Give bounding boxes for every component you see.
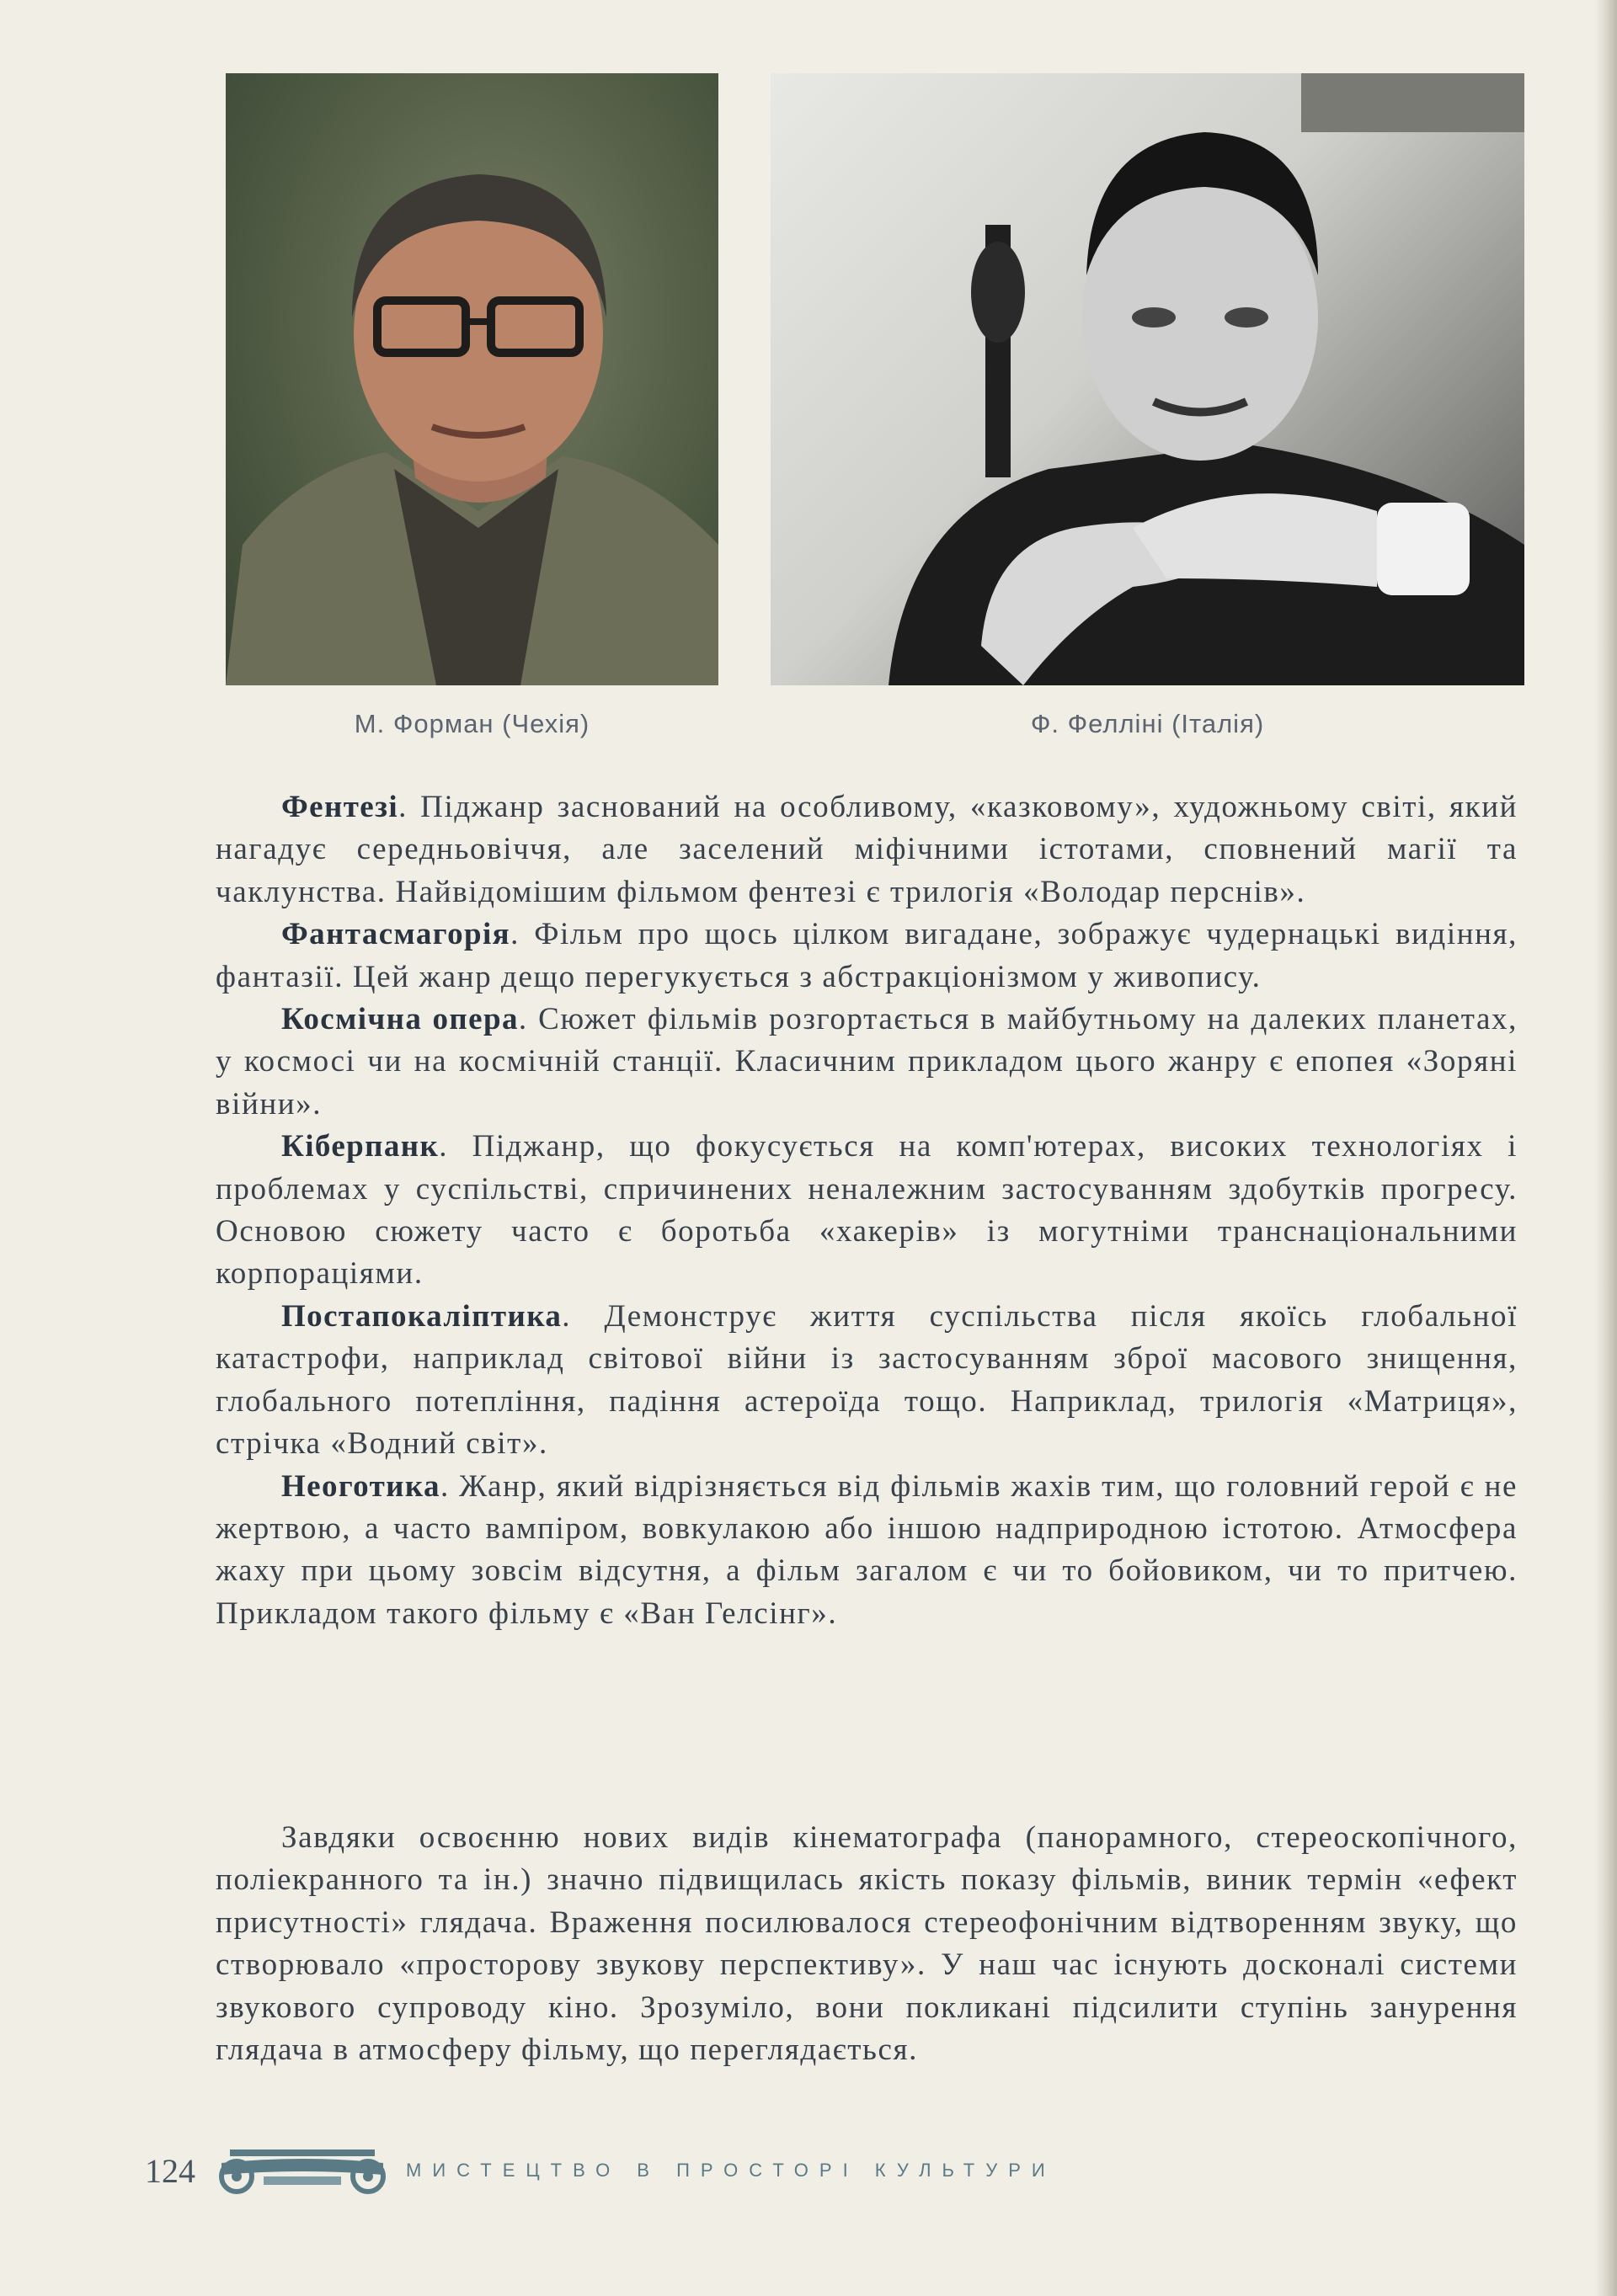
genre-paragraph-post-apocalyptic <box>216 1296 1518 1466</box>
ionic-capital-ornament-icon <box>213 2144 392 2195</box>
genre-description: . Піджанр заснований на особливому, «казковому», художньому світі, який нагадує середньовіччя, але заселений міфічними істотами, сповнений магії та чаклунства. Найвідомішим фільмом фентезі є трилогія «Володар перснів». <box>216 790 1518 909</box>
page-number: 124 <box>145 2152 195 2190</box>
genre-term: Фентезі <box>281 790 399 824</box>
genre-paragraph-neo-gothic <box>216 1466 1518 1636</box>
forman-portrait-photo <box>226 73 718 685</box>
closing-section <box>216 1817 1518 2071</box>
genre-term: Фантасмагорія <box>281 917 511 952</box>
genre-paragraph-fantasy <box>216 786 1518 914</box>
genre-term: Кіберпанк <box>281 1129 440 1164</box>
genre-description: . Сюжет фільмів розгортається в майбутньому на далеких планетах, у космосі чи на космічній станції. Класичним прикладом цього жанру є епопея «Зоряні війни». <box>216 1002 1518 1121</box>
forman-portrait-illustration <box>226 73 718 685</box>
series-title: МИСТЕЦТВО В ПРОСТОРІ КУЛЬТУРИ <box>406 2160 1056 2181</box>
forman-photo-caption: М. Форман (Чехія) <box>354 709 590 738</box>
book-spine-shadow <box>1595 0 1617 2296</box>
closing-paragraph: Завдяки освоєнню нових видів кінематографа (панорамного, стереоскопічного, поліекранного та ін.) значно підвищилась якість показу фільмів, виник термін «ефект присутності» глядача. Враження посилювалося стереофонічним відтворенням звуку, що створювало «просторову звукову перспективу». У наш час існують досконалі системи звукового супроводу кіно. Зрозуміло, вони покликані підсилити ступінь занурення глядача в атмосферу фільму, що переглядається. <box>216 1820 1518 2068</box>
genre-paragraph-cyberpunk <box>216 1126 1518 1296</box>
fellini-portrait-photo <box>771 73 1524 685</box>
genre-description: . Жанр, який відрізняється від фільмів жахів тим, що головний герой є не жертвою, а часто вампіром, вовкулакою або іншою надприродною істотою. Атмосфера жаху при цьому зовсім відсутня, а фільм загалом є чи то бойовиком, чи то притчею. Прикладом такого фільму є «Ван Гелсінг». <box>216 1468 1518 1631</box>
genre-description: . Демонструє життя суспільства після якоїсь глобальної катастрофи, наприклад світової війни із застосуванням зброї масового знищення, глобального потепління, падіння астероїда тощо. Наприклад, трилогія «Матриця», стрічка «Водний світ». <box>216 1298 1518 1462</box>
genre-term: Постапокаліптика <box>281 1298 563 1334</box>
genre-paragraph-space-opera <box>216 999 1518 1126</box>
fellini-photo-caption: Ф. Фелліні (Італія) <box>1030 709 1265 738</box>
genre-term: Неоготика <box>281 1468 440 1504</box>
genre-paragraph-phantasmagoria <box>216 914 1518 999</box>
genre-definitions <box>216 786 1518 1635</box>
page-footer <box>0 2151 1617 2202</box>
genre-term: Космічна опера <box>281 1002 519 1037</box>
fellini-portrait-illustration <box>771 73 1524 685</box>
genre-description: . Піджанр, що фокусується на комп'ютерах, високих технологіях і проблемах у суспільстві, спричинених неналежним застосуванням здобутків прогресу. Основою сюжету часто є боротьба «хакерів» із могутніми транснаціональними корпораціями. <box>216 1129 1518 1292</box>
genre-description: . Фільм про щось цілком вигадане, зображує чудернацькі видіння, фантазії. Цей жанр дещо перегукується з абстракціонізмом у живопису. <box>216 917 1518 994</box>
